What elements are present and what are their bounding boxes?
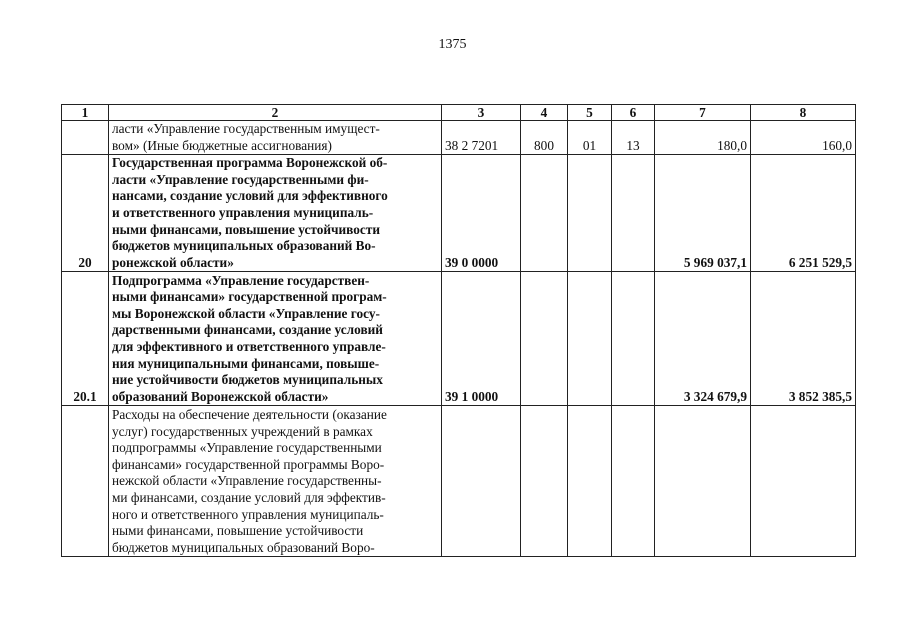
row-sum-1: 180,0 [655, 121, 751, 155]
row-pr [612, 155, 655, 272]
row-sum-2: 160,0 [751, 121, 856, 155]
header-col-4: 4 [521, 105, 568, 121]
row-pr: 13 [612, 121, 655, 155]
row-vr [521, 155, 568, 272]
table-row [62, 155, 856, 272]
row-code: 38 2 7201 [442, 121, 521, 155]
name-line: образований Воронежской области» [112, 388, 329, 404]
header-col-7: 7 [655, 105, 751, 121]
row-rz [568, 272, 612, 406]
row-sum-1 [655, 406, 751, 557]
table-row [62, 121, 856, 155]
row-sum-2: 3 852 385,5 [751, 272, 856, 406]
row-number [62, 406, 109, 557]
row-name [109, 155, 442, 272]
row-vr [521, 406, 568, 557]
row-vr: 800 [521, 121, 568, 155]
name-line: и ответственного управления муниципаль- [112, 204, 374, 220]
header-col-5: 5 [568, 105, 612, 121]
name-line: бюджетов муниципальных образований Во- [112, 238, 376, 254]
page-number: 1375 [438, 37, 467, 52]
name-line: Подпрограмма «Управление государствен- [112, 272, 370, 288]
name-line: ние устойчивости бюджетов муниципальных [112, 372, 383, 388]
row-name [109, 272, 442, 406]
row-pr [612, 406, 655, 557]
table-header-row [62, 105, 856, 121]
name-line: ными финансами, повышение устойчивости [112, 523, 364, 539]
header-col-1: 1 [62, 105, 109, 121]
row-sum-1: 3 324 679,9 [655, 272, 751, 406]
name-line: нансами, создание условий для эффективного [112, 188, 388, 204]
row-vr [521, 272, 568, 406]
table-row [62, 272, 856, 406]
header-col-2: 2 [109, 105, 442, 121]
header-col-8: 8 [751, 105, 856, 121]
name-line: ласти «Управление государственным имущест- [112, 121, 380, 136]
row-name [109, 121, 442, 155]
name-line: ными финансами, повышение устойчивости [112, 221, 381, 237]
name-line: мы Воронежской области «Управление госу- [112, 305, 380, 321]
row-sum-1: 5 969 037,1 [655, 155, 751, 272]
name-line: ного и ответственного управления муниципаль- [112, 506, 384, 522]
row-rz [568, 155, 612, 272]
name-line: ния муниципальными финансами, повыше- [112, 355, 380, 371]
header-col-3: 3 [442, 105, 521, 121]
row-code [442, 406, 521, 557]
name-line: услуг) государственных учреждений в рамках [112, 423, 373, 439]
row-code: 39 0 0000 [442, 155, 521, 272]
table-row [62, 406, 856, 557]
row-number: 20.1 [62, 272, 109, 406]
row-name [109, 406, 442, 557]
name-line: ными финансами» государственной програм- [112, 289, 387, 305]
name-line: ронежской области» [112, 254, 234, 270]
name-line: финансами» государственной программы Воро- [112, 456, 385, 472]
name-line: вом» (Иные бюджетные ассигнования) [112, 137, 332, 153]
header-col-6: 6 [612, 105, 655, 121]
row-code: 39 1 0000 [442, 272, 521, 406]
name-line: бюджетов муниципальных образований Воро- [112, 539, 375, 555]
name-line: нежской области «Управление государственны- [112, 473, 382, 489]
name-line: дарственными финансами, создание условий [112, 322, 383, 338]
name-line: ми финансами, создание условий для эффектив- [112, 489, 386, 505]
name-line: подпрограммы «Управление государственными [112, 440, 382, 456]
row-pr [612, 272, 655, 406]
budget-table [61, 104, 856, 557]
name-line: Расходы на обеспечение деятельности (оказание [112, 407, 387, 422]
name-line: Государственная программа Воронежской об- [112, 155, 388, 171]
row-number [62, 121, 109, 155]
row-rz [568, 406, 612, 557]
name-line: ласти «Управление государственными фи- [112, 171, 369, 187]
row-sum-2 [751, 406, 856, 557]
row-rz: 01 [568, 121, 612, 155]
row-number: 20 [62, 155, 109, 272]
name-line: для эффективного и ответственного управле- [112, 338, 386, 354]
row-sum-2: 6 251 529,5 [751, 155, 856, 272]
